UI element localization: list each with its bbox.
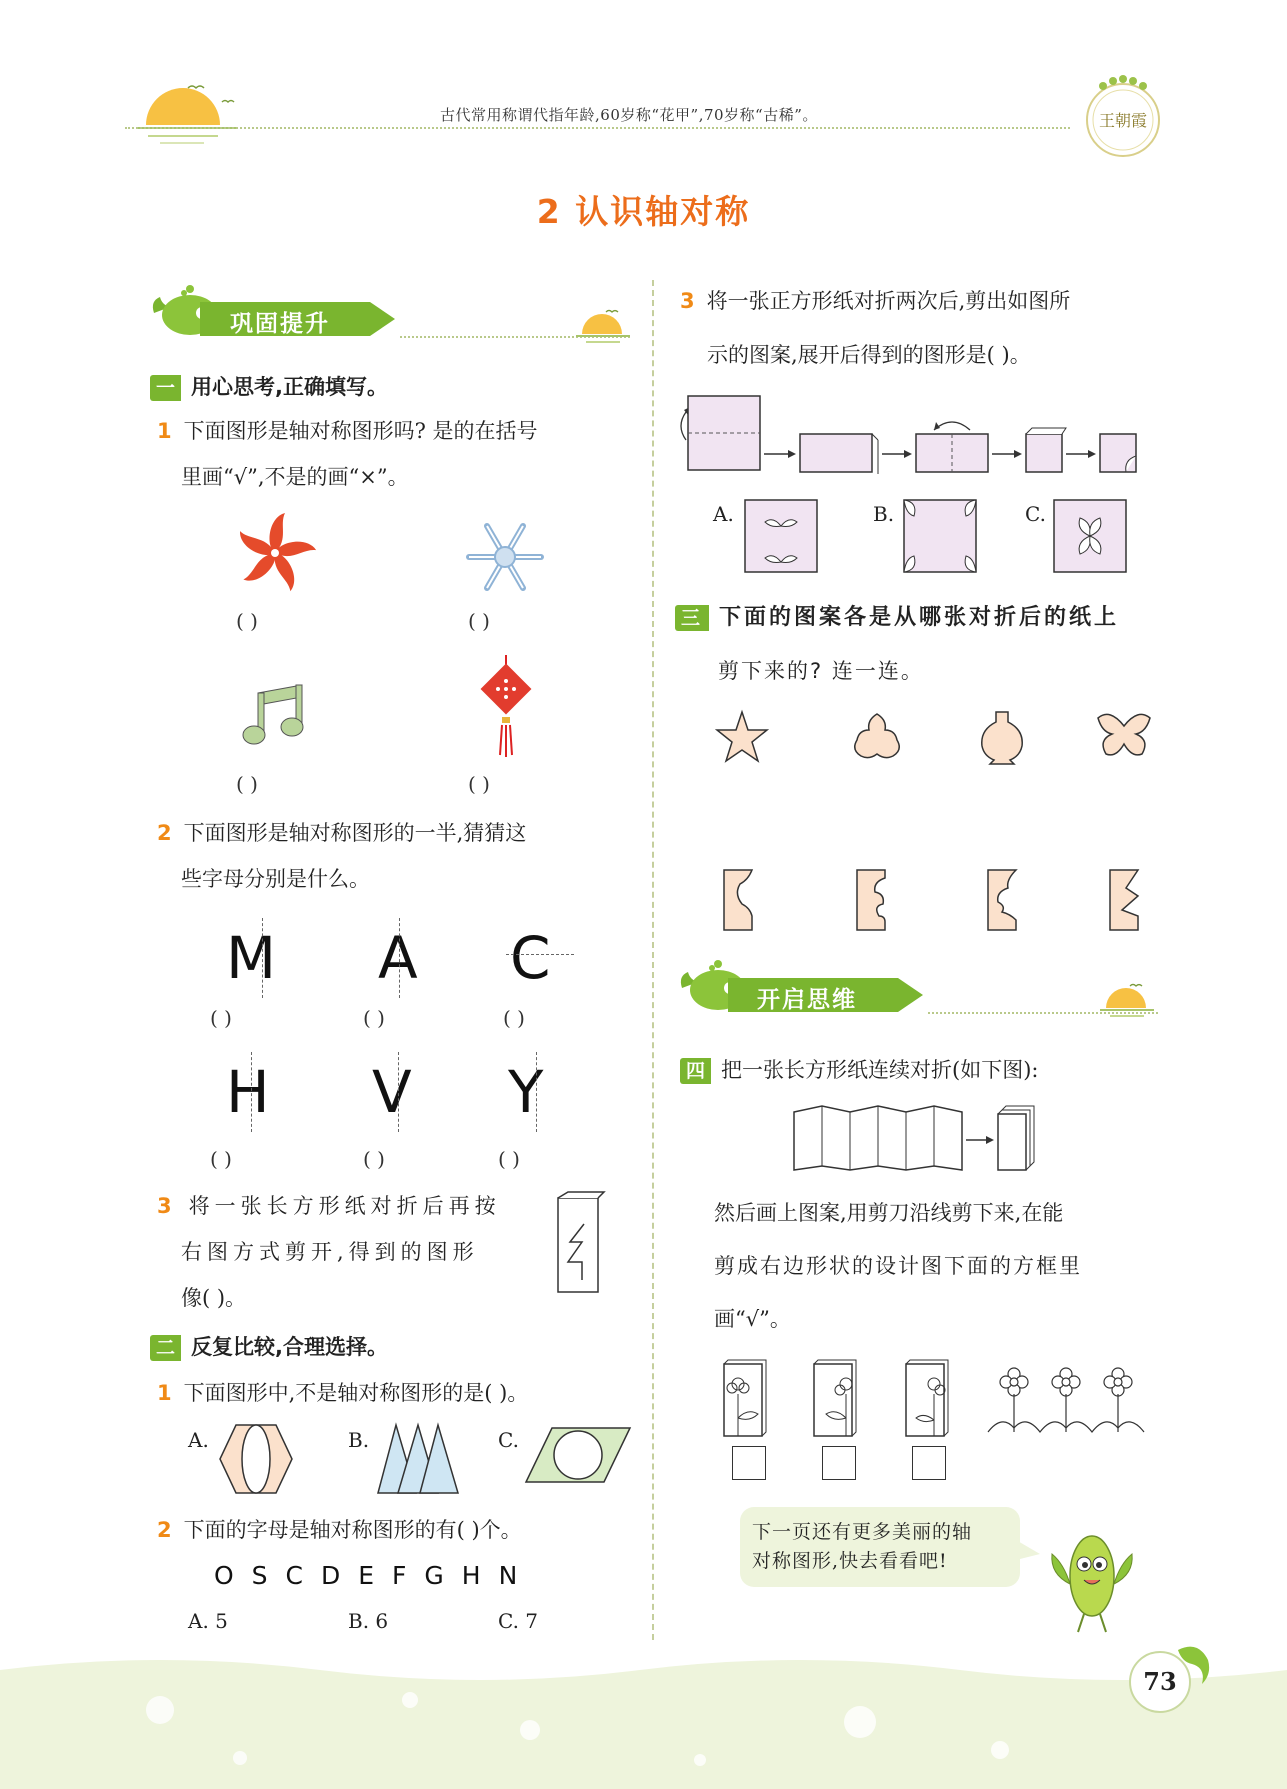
option-c-square <box>1052 498 1128 574</box>
s2-q1: 1 下面图形中,不是轴对称图形的是( )。 <box>157 1381 529 1405</box>
hexagon-ellipse-shape <box>218 1421 294 1497</box>
header-divider <box>125 127 1070 129</box>
fold-line-v <box>398 1052 399 1132</box>
paren-8: ( ) <box>210 1147 232 1171</box>
section-1-heading <box>150 371 388 401</box>
section-3-heading <box>675 600 1119 631</box>
s1-q2-line1: 2 下面图形是轴对称图形的一半,猜猜这 <box>157 821 527 845</box>
fold-line-a <box>399 918 400 998</box>
section-3-line2: 剪下来的? 连一连。 <box>718 659 924 683</box>
tree-shape <box>850 710 904 764</box>
footer-decoration <box>0 1640 1287 1789</box>
section-1-number: 一 <box>150 375 181 401</box>
fold-line-y <box>536 1052 537 1132</box>
s1-q1-line2: 里画“√”,不是的画“×”。 <box>181 465 409 489</box>
folded-paper-cut-icon <box>554 1190 606 1294</box>
half-letter-y: Y <box>508 1058 544 1126</box>
sunset-icon <box>138 80 248 152</box>
section-4-line3: 剪成右边形状的设计图下面的方框里 <box>714 1254 1082 1278</box>
svg-text:王朝霞: 王朝霞 <box>1098 111 1148 130</box>
r-q3-option-a[interactable]: A. <box>713 502 734 526</box>
tip-text: 下一页还有更多美丽的轴 对称图形,快去看看吧! <box>752 1521 973 1572</box>
paren-4: ( ) <box>468 772 490 796</box>
s1-q2-line2: 些字母分别是什么。 <box>181 867 370 891</box>
folded-cut-1 <box>722 868 756 932</box>
header-quote: 古代常用称谓代指年龄,60岁称“花甲”,70岁称“古稀”。 <box>440 106 818 124</box>
paren-9: ( ) <box>363 1147 385 1171</box>
option-b-square <box>902 498 978 574</box>
answer-box-1[interactable] <box>732 1446 766 1480</box>
s2-q2-option-a[interactable]: A. 5 <box>188 1609 228 1633</box>
banner-consolidate: 巩固提升 <box>230 311 330 337</box>
butterfly-shape <box>1095 712 1153 762</box>
paren-2: ( ) <box>468 609 490 633</box>
snowflake-icon <box>462 517 548 597</box>
s2-q1-option-c[interactable]: C. <box>498 1428 519 1452</box>
corn-mascot-icon <box>1048 1524 1134 1636</box>
music-note-icon <box>240 679 310 749</box>
section-4-line1: 把一张长方形纸连续对折(如下图): <box>721 1058 1039 1082</box>
accordion-fold-diagram <box>792 1104 1042 1176</box>
small-sun-icon-2 <box>1100 980 1156 1024</box>
half-letter-m: M <box>226 924 277 992</box>
s2-q2-option-b[interactable]: B. 6 <box>348 1609 389 1633</box>
half-letter-h: H <box>226 1058 270 1126</box>
fold-line-m <box>262 918 263 998</box>
folded-cut-4 <box>1108 868 1142 932</box>
folded-cut-3 <box>986 868 1020 932</box>
answer-box-2[interactable] <box>822 1446 856 1480</box>
bubble-tail <box>1016 1540 1040 1564</box>
flower-chain-icon <box>986 1366 1146 1436</box>
letter-row: OSCDEFGHN <box>214 1561 536 1590</box>
section-4-number: 四 <box>680 1058 711 1084</box>
s1-q3-line2: 右图方式剪开,得到的图形 <box>181 1240 479 1264</box>
fold-line-c <box>506 954 574 955</box>
design-sketch-3 <box>904 1358 952 1438</box>
page-title: 2 认识轴对称 <box>536 192 751 231</box>
s1-q3-line3: 像( )。 <box>181 1286 247 1310</box>
chinese-knot-icon <box>478 655 534 759</box>
option-a-square <box>743 498 819 574</box>
r-q3-line2: 示的图案,展开后得到的图形是( )。 <box>707 343 1031 367</box>
s2-q2: 2 下面的字母是轴对称图形的有( )个。 <box>157 1518 522 1542</box>
column-divider <box>652 280 654 1640</box>
section-4-line4: 画“√”。 <box>714 1307 791 1331</box>
answer-box-3[interactable] <box>912 1446 946 1480</box>
small-sun-icon <box>576 306 632 350</box>
paren-10: ( ) <box>498 1147 520 1171</box>
s1-q3-line1: 3 将一张长方形纸对折后再按 <box>157 1194 501 1218</box>
folded-cut-2 <box>855 868 889 932</box>
brand-logo <box>1080 74 1166 160</box>
section-4-heading <box>680 1054 1038 1084</box>
section-2-title: 反复比较,合理选择。 <box>191 1335 388 1359</box>
paren-5: ( ) <box>210 1006 232 1030</box>
fold-line-h <box>251 1052 252 1132</box>
bauhinia-flower-icon <box>232 510 318 596</box>
r-q3-line1: 3 将一张正方形纸对折两次后,剪出如图所 <box>680 289 1071 313</box>
triangles-shape <box>376 1421 460 1497</box>
section-2-number: 二 <box>150 1335 181 1361</box>
s2-q1-option-b[interactable]: B. <box>348 1428 370 1452</box>
half-letter-a: A <box>378 924 418 992</box>
section-4-line2: 然后画上图案,用剪刀沿线剪下来,在能 <box>714 1201 1064 1225</box>
section-2-heading <box>150 1331 388 1361</box>
paren-1: ( ) <box>236 609 258 633</box>
s2-q2-option-c[interactable]: C. 7 <box>498 1609 539 1633</box>
paren-7: ( ) <box>503 1006 525 1030</box>
design-sketch-2 <box>812 1358 860 1438</box>
banner-thinking: 开启思维 <box>757 987 857 1013</box>
s2-q1-option-a[interactable]: A. <box>188 1428 209 1452</box>
r-q3-option-c[interactable]: C. <box>1025 502 1046 526</box>
folding-steps-diagram <box>672 388 1172 484</box>
page-number: 73 <box>1129 1651 1191 1713</box>
design-sketch-1 <box>722 1358 770 1438</box>
star-shape <box>715 710 769 764</box>
vase-shape <box>978 708 1026 766</box>
parallelogram-circle-shape <box>524 1424 632 1486</box>
section-3-number: 三 <box>675 605 709 631</box>
half-letter-c: C <box>510 924 551 992</box>
s1-q1-line1: 1 下面图形是轴对称图形吗? 是的在括号 <box>157 419 538 443</box>
half-letter-v: V <box>372 1058 412 1126</box>
paren-6: ( ) <box>363 1006 385 1030</box>
paren-3: ( ) <box>236 772 258 796</box>
section-3-line1: 下面的图案各是从哪张对折后的纸上 <box>719 605 1120 630</box>
r-q3-option-b[interactable]: B. <box>873 502 895 526</box>
section-1-title: 用心思考,正确填写。 <box>191 375 388 399</box>
